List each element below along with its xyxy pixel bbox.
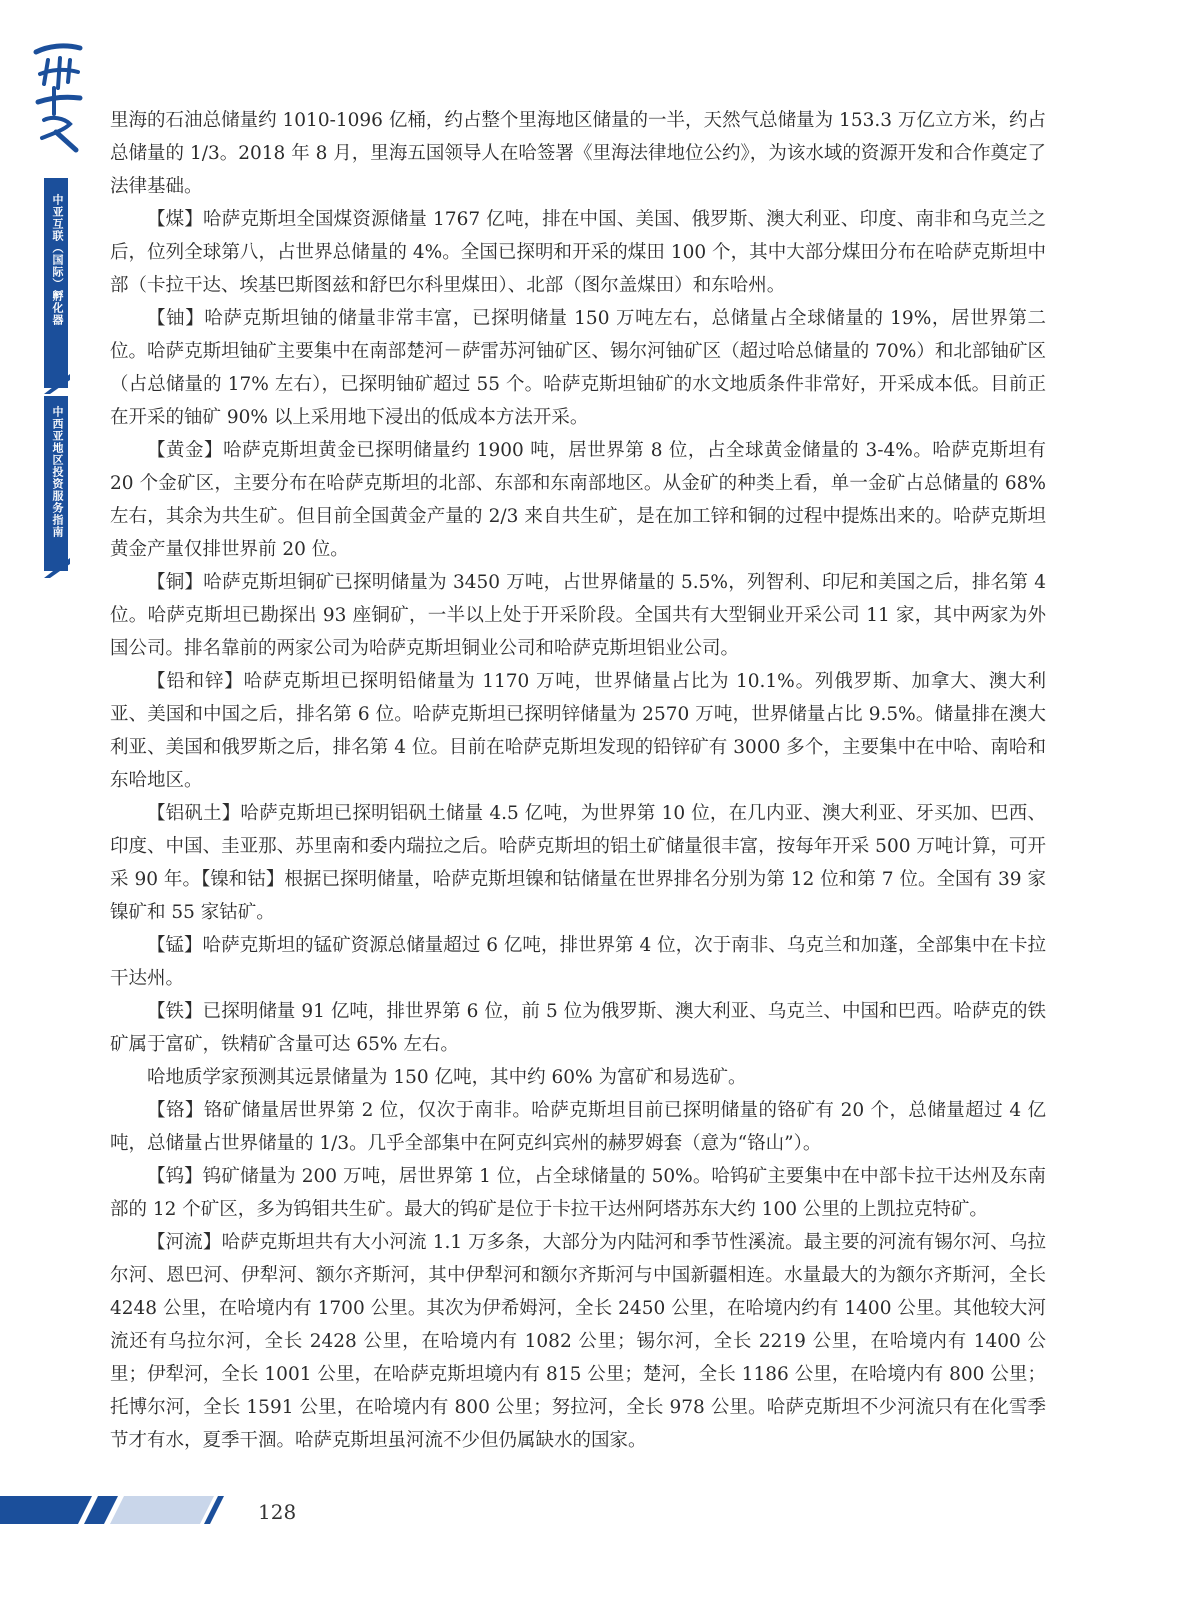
paragraph-manganese: 【锰】哈萨克斯坦的锰矿资源总储量超过 6 亿吨，排世界第 4 位，次于南非、乌克兰和加蓬，全部集中在卡拉干达州。 <box>110 935 1046 989</box>
belt-and-road-logo <box>30 38 86 158</box>
paragraph-rivers: 【河流】哈萨克斯坦共有大小河流 1.1 万多条，大部分为内陆河和季节性溪流。最主要的河流有锡尔河、乌拉尔河、恩巴河、伊犁河、额尔齐斯河，其中伊犁河和额尔齐斯河与中国新疆相连。水量最大的为额尔齐斯河，全长 4248 公里，在哈境内有 1700 公里。其次为伊希姆河，全长 2450 公里，在哈境内约有 1400 公里。其他较大河流还有乌拉尔河，全长 2428 公里，在哈境内有 1082 公里；锡尔河，全长 2219 公里，在哈境内有 1400 公里；伊犁河，全长 1001 公里，在哈萨克斯坦境内有 815 公里；楚河，全长 1186 公里，在哈境内有 800 公里；托博尔河，全长 1591 公里，在哈境内有 800 公里；努拉河，全长 978 公里。哈萨克斯坦不少河流只有在化雪季节才有水，夏季干涸。哈萨克斯坦虽河流不少但仍属缺水的国家。 <box>110 1232 1046 1451</box>
paragraph-copper: 【铜】哈萨克斯坦铜矿已探明储量为 3450 万吨，占世界储量的 5.5%，列智利、印尼和美国之后，排名第 4 位。哈萨克斯坦已勘探出 93 座铜矿，一半以上处于开采阶段。全国共有大型铜业开采公司 11 家，其中两家为外国公司。排名靠前的两家公司为哈萨克斯坦铜业公司和哈萨克斯坦铝业公司。 <box>110 572 1046 659</box>
book-label-band <box>44 396 68 571</box>
paragraph-bauxite: 【铝矾土】哈萨克斯坦已探明铝矾土储量 4.5 亿吨，为世界第 10 位，在几内亚、澳大利亚、牙买加、巴西、印度、中国、圭亚那、苏里南和委内瑞拉之后。哈萨克斯坦的铝土矿储量很丰富，按每年开采 500 万吨计算，可开采 90 年。【镍和钴】根据已探明储量，哈萨克斯坦镍和钴储量在世界排名分别为第 12 位和第 7 位。全国有 39 家镍矿和 55 家钴矿。 <box>110 803 1046 923</box>
paragraph-tungsten: 【钨】钨矿储量为 200 万吨，居世界第 1 位，占全球储量的 50%。哈钨矿主要集中在中部卡拉干达州及东南部的 12 个矿区，多为钨钼共生矿。最大的钨矿是位于卡拉干达州阿塔苏东大约 100 公里的上凯拉克特矿。 <box>110 1166 1046 1220</box>
footer-stripes <box>0 1490 260 1530</box>
slash-divider-icon <box>44 558 70 578</box>
paragraph-uranium: 【铀】哈萨克斯坦铀的储量非常丰富，已探明储量 150 万吨左右，总储量占全球储量的 19%，居世界第二位。哈萨克斯坦铀矿主要集中在南部楚河－萨雷苏河铀矿区、锡尔河铀矿区（超过哈总储量的 70%）和北部铀矿区（占总储量的 17% 左右），已探明铀矿超过 55 个。哈萨克斯坦铀矿的水文地质条件非常好，开采成本低。目前正在开采的铀矿 90% 以上采用地下浸出的低成本方法开采。 <box>110 308 1046 428</box>
page-number: 128 <box>258 1500 297 1524</box>
book-label: 中西亚地区投资服务指南 <box>51 406 64 538</box>
paragraph-iron: 【铁】已探明储量 91 亿吨，排世界第 6 位，前 5 位为俄罗斯、澳大利亚、乌克兰、中国和巴西。哈萨克的铁矿属于富矿，铁精矿含量可达 65% 左右。 <box>110 1001 1046 1055</box>
sidebar-decoration <box>0 0 90 1600</box>
series-label-band <box>44 178 68 388</box>
paragraph-gold: 【黄金】哈萨克斯坦黄金已探明储量约 1900 吨，居世界第 8 位，占全球黄金储量的 3-4%。哈萨克斯坦有 20 个金矿区，主要分布在哈萨克斯坦的北部、东部和东南部地区。从金矿的种类上看，单一金矿占总储量的 68% 左右，其余为共生矿。但目前全国黄金产量的 2/3 来自共生矿，是在加工锌和铜的过程中提炼出来的。哈萨克斯坦黄金产量仅排世界前 20 位。 <box>110 440 1046 560</box>
paragraph-iron-forecast: 哈地质学家预测其远景储量为 150 亿吨，其中约 60% 为富矿和易选矿。 <box>147 1067 747 1088</box>
paragraph-lead-zinc: 【铅和锌】哈萨克斯坦已探明铅储量为 1170 万吨，世界储量占比为 10.1%。列俄罗斯、加拿大、澳大利亚、美国和中国之后，排名第 6 位。哈萨克斯坦已探明锌储量为 2570 万吨，世界储量占比 9.5%。储量排在澳大利亚、美国和俄罗斯之后，排名第 4 位。目前在哈萨克斯坦发现的铅锌矿有 3000 多个，主要集中在中哈、南哈和东哈地区。 <box>110 671 1046 791</box>
series-label: 中亚互联（国际）孵化器 <box>51 194 64 326</box>
body-text <box>110 104 1046 1457</box>
paragraph-chromium: 【铬】铬矿储量居世界第 2 位，仅次于南非。哈萨克斯坦目前已探明储量的铬矿有 20 个，总储量超过 4 亿吨，总储量占世界储量的 1/3。几乎全部集中在阿克纠宾州的赫罗姆套（意为“铬山”）。 <box>110 1100 1046 1154</box>
paragraph-coal: 【煤】哈萨克斯坦全国煤资源储量 1767 亿吨，排在中国、美国、俄罗斯、澳大利亚、印度、南非和乌克兰之后，位列全球第八，占世界总储量的 4%。全国已探明和开采的煤田 100 个，其中大部分煤田分布在哈萨克斯坦中部（卡拉干达、埃基巴斯图兹和舒巴尔科里煤田）、北部（图尔盖煤田）和东哈州。 <box>110 209 1046 296</box>
paragraph: 里海的石油总储量约 1010-1096 亿桶，约占整个里海地区储量的一半，天然气总储量为 153.3 万亿立方米，约占总储量的 1/3。2018 年 8 月，里海五国领导人在哈签署《里海法律地位公约》，为该水域的资源开发和合作奠定了法律基础。 <box>110 110 1046 197</box>
slash-divider-icon <box>44 374 70 394</box>
